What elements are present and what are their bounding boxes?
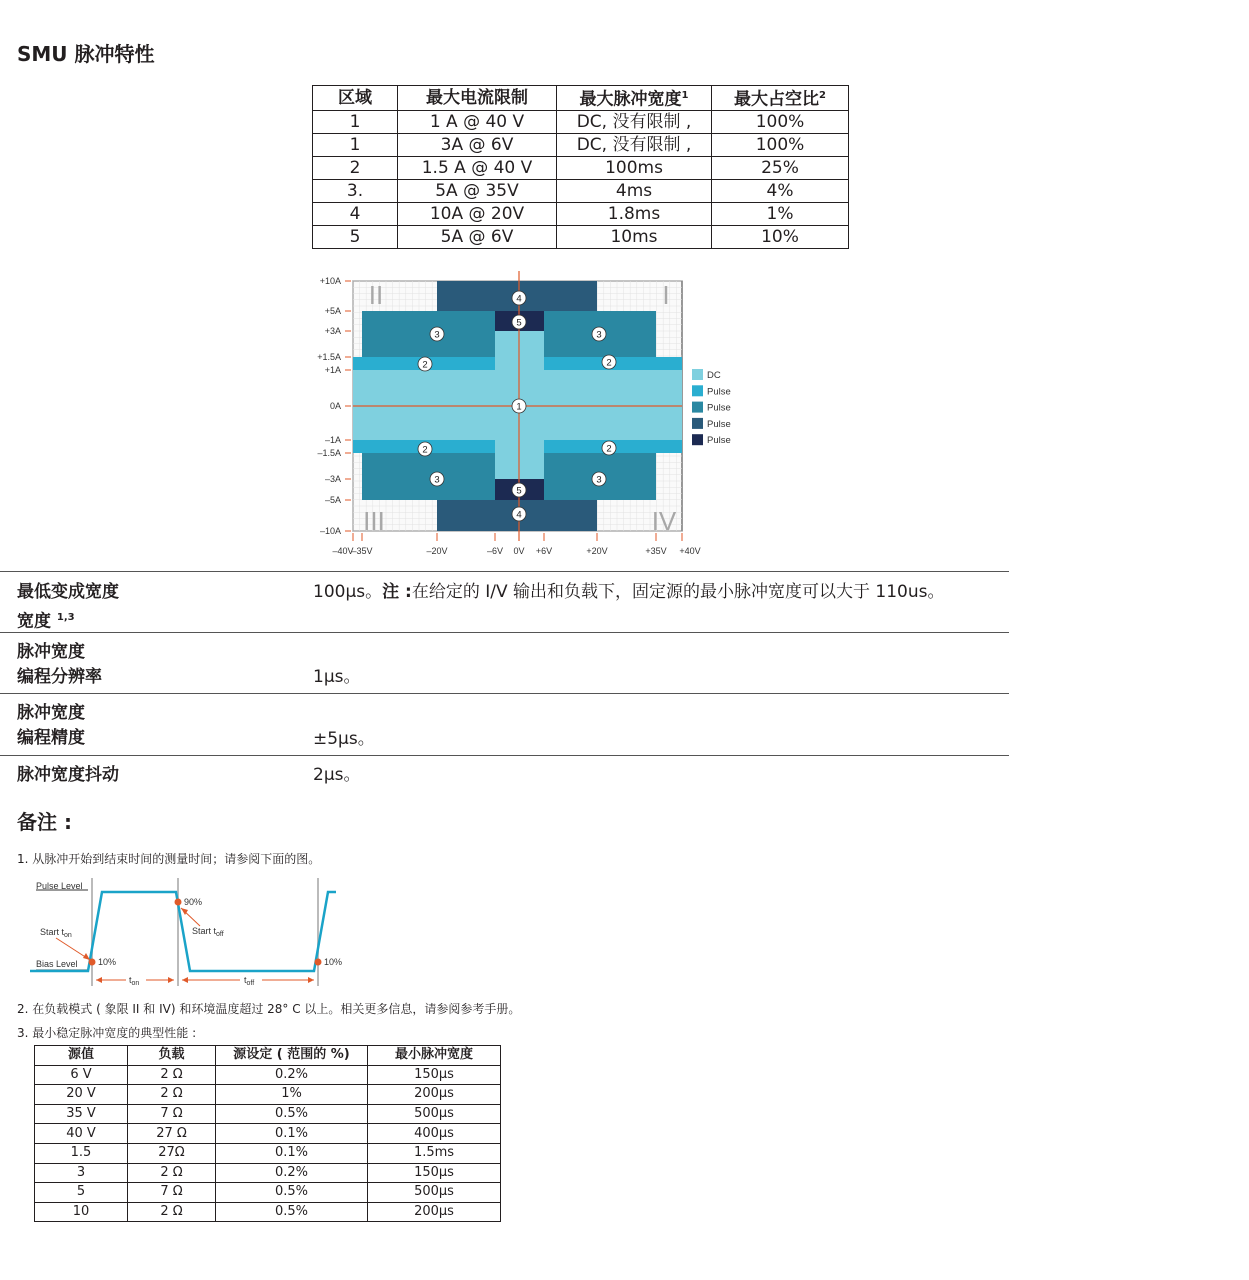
table-cell: 27 Ω [128, 1124, 216, 1144]
table-cell: 100% [712, 133, 849, 156]
y-tick-label: 0A [329, 401, 341, 411]
region-3-q2 [362, 311, 495, 357]
legend-swatch [692, 418, 703, 429]
arrow-head [83, 953, 90, 960]
y-tick-label: –3A [324, 474, 341, 484]
y-tick-label: –5A [324, 495, 341, 505]
region-marker-label: 4 [516, 293, 522, 305]
table-row [35, 1065, 501, 1085]
table-cell: 4% [712, 179, 849, 202]
pulse-level-label: Pulse Level [36, 881, 83, 891]
table-cell: 1% [712, 202, 849, 225]
x-tick-label: +20V [586, 546, 608, 556]
table-cell: 200μs [368, 1202, 501, 1222]
table-cell: 4ms [557, 179, 712, 202]
region-marker-label: 2 [606, 357, 612, 369]
arrow-head [96, 977, 102, 983]
table-cell: 2 [313, 156, 398, 179]
note-2: 2. 在负载模式 ( 象限 II 和 IV) 和环境温度超过 28° C 以上。相关更多信息，请参阅参考手册。 [17, 1002, 521, 1016]
table-header: 最大电流限制 [398, 86, 557, 111]
region-marker-label: 3 [434, 474, 440, 486]
legend-label: Pulse [707, 402, 731, 414]
table-row [313, 179, 849, 202]
chart-legend [692, 369, 731, 446]
table-header: 源值 [35, 1046, 128, 1066]
table-cell: 3 [35, 1163, 128, 1183]
spec-label-accuracy: 脉冲宽度 编程精度 [17, 703, 85, 748]
y-tick-label: +5A [324, 306, 341, 316]
table-header: 源设定 ( 范围的 %) [216, 1046, 368, 1066]
table-cell: 5A @ 35V [398, 179, 557, 202]
divider [0, 755, 1009, 756]
table-cell: 5 [313, 225, 398, 248]
pulse-limits-table [312, 85, 849, 249]
arrow-head [168, 977, 174, 983]
table-cell: 5A @ 6V [398, 225, 557, 248]
table-cell: DC, 没有限制 , [557, 133, 712, 156]
spec-value-accuracy: ±5μs。 [313, 729, 375, 749]
table-cell: 1.5ms [368, 1143, 501, 1163]
table-cell: 150μs [368, 1065, 501, 1085]
table-cell: 150μs [368, 1163, 501, 1183]
legend-swatch [692, 369, 703, 380]
table-cell: 2 Ω [128, 1065, 216, 1085]
ton-label: $t_{on}$ [129, 975, 140, 987]
label-10-rise-2: 10% [324, 957, 343, 967]
table-row [35, 1163, 501, 1183]
arrow-head [308, 977, 314, 983]
region-marker-label: 5 [516, 317, 522, 329]
table-cell: 1 [313, 133, 398, 156]
legend-label: DC [707, 370, 721, 381]
notes-heading: 备注 : [17, 810, 72, 834]
quadrant-label: III [363, 506, 385, 536]
y-tick-label: +1.5A [317, 352, 341, 362]
x-tick-label: +40V [679, 546, 701, 556]
toff-label: $t_{off}$ [244, 975, 255, 987]
legend-label: Pulse [707, 435, 731, 447]
table-cell: 3A @ 6V [398, 133, 557, 156]
table-cell: 100ms [557, 156, 712, 179]
bias-level-label: Bias Level [36, 959, 78, 969]
y-tick-label: –10A [319, 526, 341, 536]
legend-swatch [692, 402, 703, 413]
table-cell: 20 V [35, 1085, 128, 1105]
start-ton-label: Start $t_{on}$ [40, 927, 72, 939]
region-marker-label: 2 [422, 359, 428, 371]
region-marker-label: 2 [422, 444, 428, 456]
x-tick-label: –20V [426, 546, 448, 556]
legend-swatch [692, 434, 703, 445]
table-cell: 400μs [368, 1124, 501, 1144]
table-cell: 25% [712, 156, 849, 179]
table-cell: 1 [313, 110, 398, 133]
table-cell: 1.5 A @ 40 V [398, 156, 557, 179]
point-10-rise-2 [315, 959, 322, 966]
table-cell: 2 Ω [128, 1202, 216, 1222]
table-cell: 0.2% [216, 1163, 368, 1183]
table-cell: 1.8ms [557, 202, 712, 225]
x-tick-label: –6V [486, 546, 504, 556]
region-marker-label: 2 [606, 443, 612, 455]
divider [0, 571, 1009, 572]
y-tick-label: –1.5A [317, 448, 341, 458]
table-cell: 7 Ω [128, 1104, 216, 1124]
spec-label-resolution: 脉冲宽度 编程分辨率 [17, 642, 102, 687]
quadrant-label: IV [651, 506, 677, 536]
x-tick-label: –40V [332, 546, 354, 556]
table-header: 负载 [128, 1046, 216, 1066]
y-tick-label: +10A [319, 276, 341, 286]
region-marker-label: 1 [516, 401, 522, 413]
table-header: 最小脉冲宽度 [368, 1046, 501, 1066]
table-header: 最大占空比$^2$ [712, 86, 849, 111]
table-cell: 10A @ 20V [398, 202, 557, 225]
pulse-waveform-diagram [30, 876, 350, 991]
region-marker-label: 3 [596, 474, 602, 486]
table-row [35, 1202, 501, 1222]
table-row [35, 1183, 501, 1203]
table-cell: 6 V [35, 1065, 128, 1085]
table-cell: 10 [35, 1202, 128, 1222]
x-tick-label: +6V [535, 546, 553, 556]
x-tick-label: 0V [513, 546, 525, 556]
table-row [35, 1104, 501, 1124]
note-3: 3. 最小稳定脉冲宽度的典型性能 : [17, 1026, 197, 1040]
x-tick-label: –35V [351, 546, 373, 556]
table-row [313, 225, 849, 248]
typical-performance-table [34, 1045, 501, 1222]
table-cell: 0.5% [216, 1183, 368, 1203]
table-header: 区域 [313, 86, 398, 111]
spec-value-min-width: 100μs。注 :在给定的 I/V 输出和负载下，固定源的最小脉冲宽度可以大于 110us。 [313, 582, 945, 602]
table-cell: 10ms [557, 225, 712, 248]
table-cell: 10% [712, 225, 849, 248]
table-row [35, 1124, 501, 1144]
region-marker-label: 3 [434, 329, 440, 341]
region-3-q3 [362, 453, 495, 500]
y-tick-label: +1A [324, 365, 341, 375]
y-tick-label: –1A [324, 435, 341, 445]
table-cell: 0.1% [216, 1124, 368, 1144]
table-cell: 2 Ω [128, 1163, 216, 1183]
table-cell: 0.2% [216, 1065, 368, 1085]
legend-label: Pulse [707, 386, 731, 398]
note-1: 1. 从脉冲开始到结束时间的测量时间；请参阅下面的图。 [17, 852, 321, 866]
table-cell: 1.5 [35, 1143, 128, 1163]
pulse-region-chart [300, 268, 750, 563]
table-row [35, 1085, 501, 1105]
y-tick-label: +3A [324, 326, 341, 336]
arrow-head [182, 977, 188, 983]
region-marker-label: 3 [596, 329, 602, 341]
region-marker-label: 4 [516, 509, 522, 521]
table-cell: 35 V [35, 1104, 128, 1124]
table-cell: 0.1% [216, 1143, 368, 1163]
divider [0, 693, 1009, 694]
table-cell: 7 Ω [128, 1183, 216, 1203]
legend-label: Pulse [707, 418, 731, 430]
region-marker-label: 5 [516, 485, 522, 497]
table-cell: 2 Ω [128, 1085, 216, 1105]
table-row [313, 133, 849, 156]
table-row [35, 1143, 501, 1163]
x-tick-label: +35V [645, 546, 667, 556]
table-cell: 500μs [368, 1183, 501, 1203]
table-cell: 100% [712, 110, 849, 133]
label-10-rise: 10% [98, 957, 117, 967]
spec-label-min-width: 最低变成宽度 宽度 $^{1,3}$ [17, 582, 119, 632]
quadrant-label: II [368, 280, 384, 310]
table-row [313, 156, 849, 179]
spec-value-jitter: 2μs。 [313, 765, 361, 785]
label-90-fall: 90% [184, 897, 203, 907]
point-90-fall [175, 899, 182, 906]
table-cell: 3. [313, 179, 398, 202]
point-10-rise [89, 959, 96, 966]
table-cell: 1 A @ 40 V [398, 110, 557, 133]
table-cell: 500μs [368, 1104, 501, 1124]
table-row [313, 202, 849, 225]
spec-label-jitter: 脉冲宽度抖动 [17, 765, 119, 785]
table-cell: 200μs [368, 1085, 501, 1105]
table-header: 最大脉冲宽度$^1$ [557, 86, 712, 111]
table-row [313, 110, 849, 133]
legend-swatch [692, 385, 703, 396]
divider [0, 632, 1009, 633]
table-cell: 5 [35, 1183, 128, 1203]
spec-value-resolution: 1μs。 [313, 667, 361, 687]
quadrant-label: I [662, 280, 670, 310]
table-cell: 27Ω [128, 1143, 216, 1163]
start-toff-label: Start $t_{off}$ [192, 926, 224, 938]
table-cell: 0.5% [216, 1104, 368, 1124]
table-cell: 1% [216, 1085, 368, 1105]
table-cell: 0.5% [216, 1202, 368, 1222]
table-cell: 4 [313, 202, 398, 225]
page-title: SMU 脉冲特性 [17, 42, 155, 66]
table-cell: 40 V [35, 1124, 128, 1144]
table-cell: DC, 没有限制 , [557, 110, 712, 133]
